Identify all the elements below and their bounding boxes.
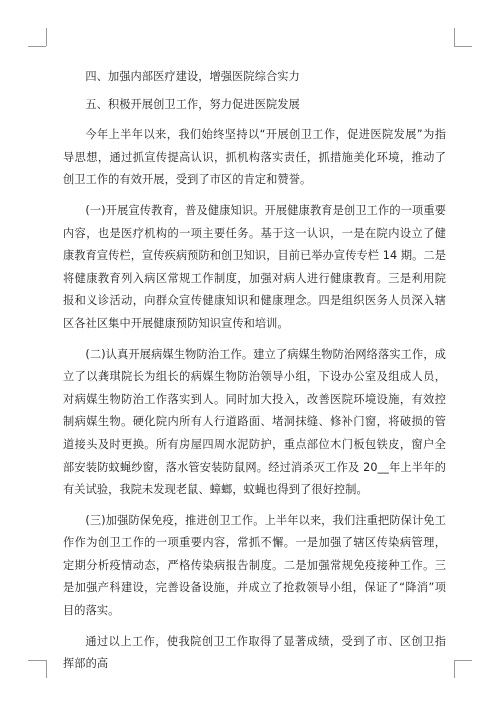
section-heading-4: 四、加强内部医疗建设，增强医院综合实力 [85,70,300,83]
paragraph-immunization: (三)加强防保免疫，推进创卫工作。上半年以来，我们注重把防保计免工作作为创卫工作的一项重要内容，常抓不懈。一是加强了辖区传染病管理，定期分析疫情动态，严格传染病报告制度。二是加强常规免疫接种工作。三是加强产科建设，完善设备设施，并成立了抢救领导小组，保证了“降消”项目的落实。 [63,513,446,618]
intro-paragraph: 今年上半年以来，我们始终坚持以“开展创卫工作，促进医院发展”为指导思想，通过抓宣传提高认识，抓机构落实责任，抓措施美化环境，推动了创卫工作的有效开展，受到了市区的肯定和赞誉。 [63,128,446,187]
paragraph-vector-control: (二)认真开展病媒生物防治工作。建立了病媒生物防治网络落实工作，成立了以龚琪院长为组长的病媒生物防治领导小组，下设办公室及组成人员，对病媒生物防治工作落实到人。同时加大投入，改善医院环境设施，有效控制病媒生物。硬化院内所有人行道路面、堵洞抹缝、修补门窗，将破损的管道接头及时更换。所有房屋四周水泥防护，重点部位木门板包铁皮，窗户全部安装防蚊蝇纱窗，落水管安装防鼠网。经过消杀灭工作及 20__年上半年的有关试验，我院未发现老鼠、蟑螂，蚊蝇也得到了很好控制。 [63,347,446,497]
section-heading-5: 五、积极开展创卫工作，努力促进医院发展 [85,97,300,111]
paragraph-health-education: (一)开展宣传教育，普及健康知识。开展健康教育是创卫工作的一项重要内容，也是医疗机构的一项主要任务。基于这一认识，一是在院内设立了健康教育宣传栏，宣传疾病预防和创卫知识，目前已举办宣传专栏 14 期。二是将健康教育列入病区常规工作制度，加强对病人进行健康教育。三是利用院报和义诊活动，向群众宣传健康知识和健康理念。四是组织医务人员深入辖区各社区集中开展健康预防知识宣传和培训。 [63,203,446,330]
document-body [63,66,446,676]
paragraph-summary: 通过以上工作，使我院创卫工作取得了显著成绩，受到了市、区创卫指挥部的高 [63,634,446,671]
